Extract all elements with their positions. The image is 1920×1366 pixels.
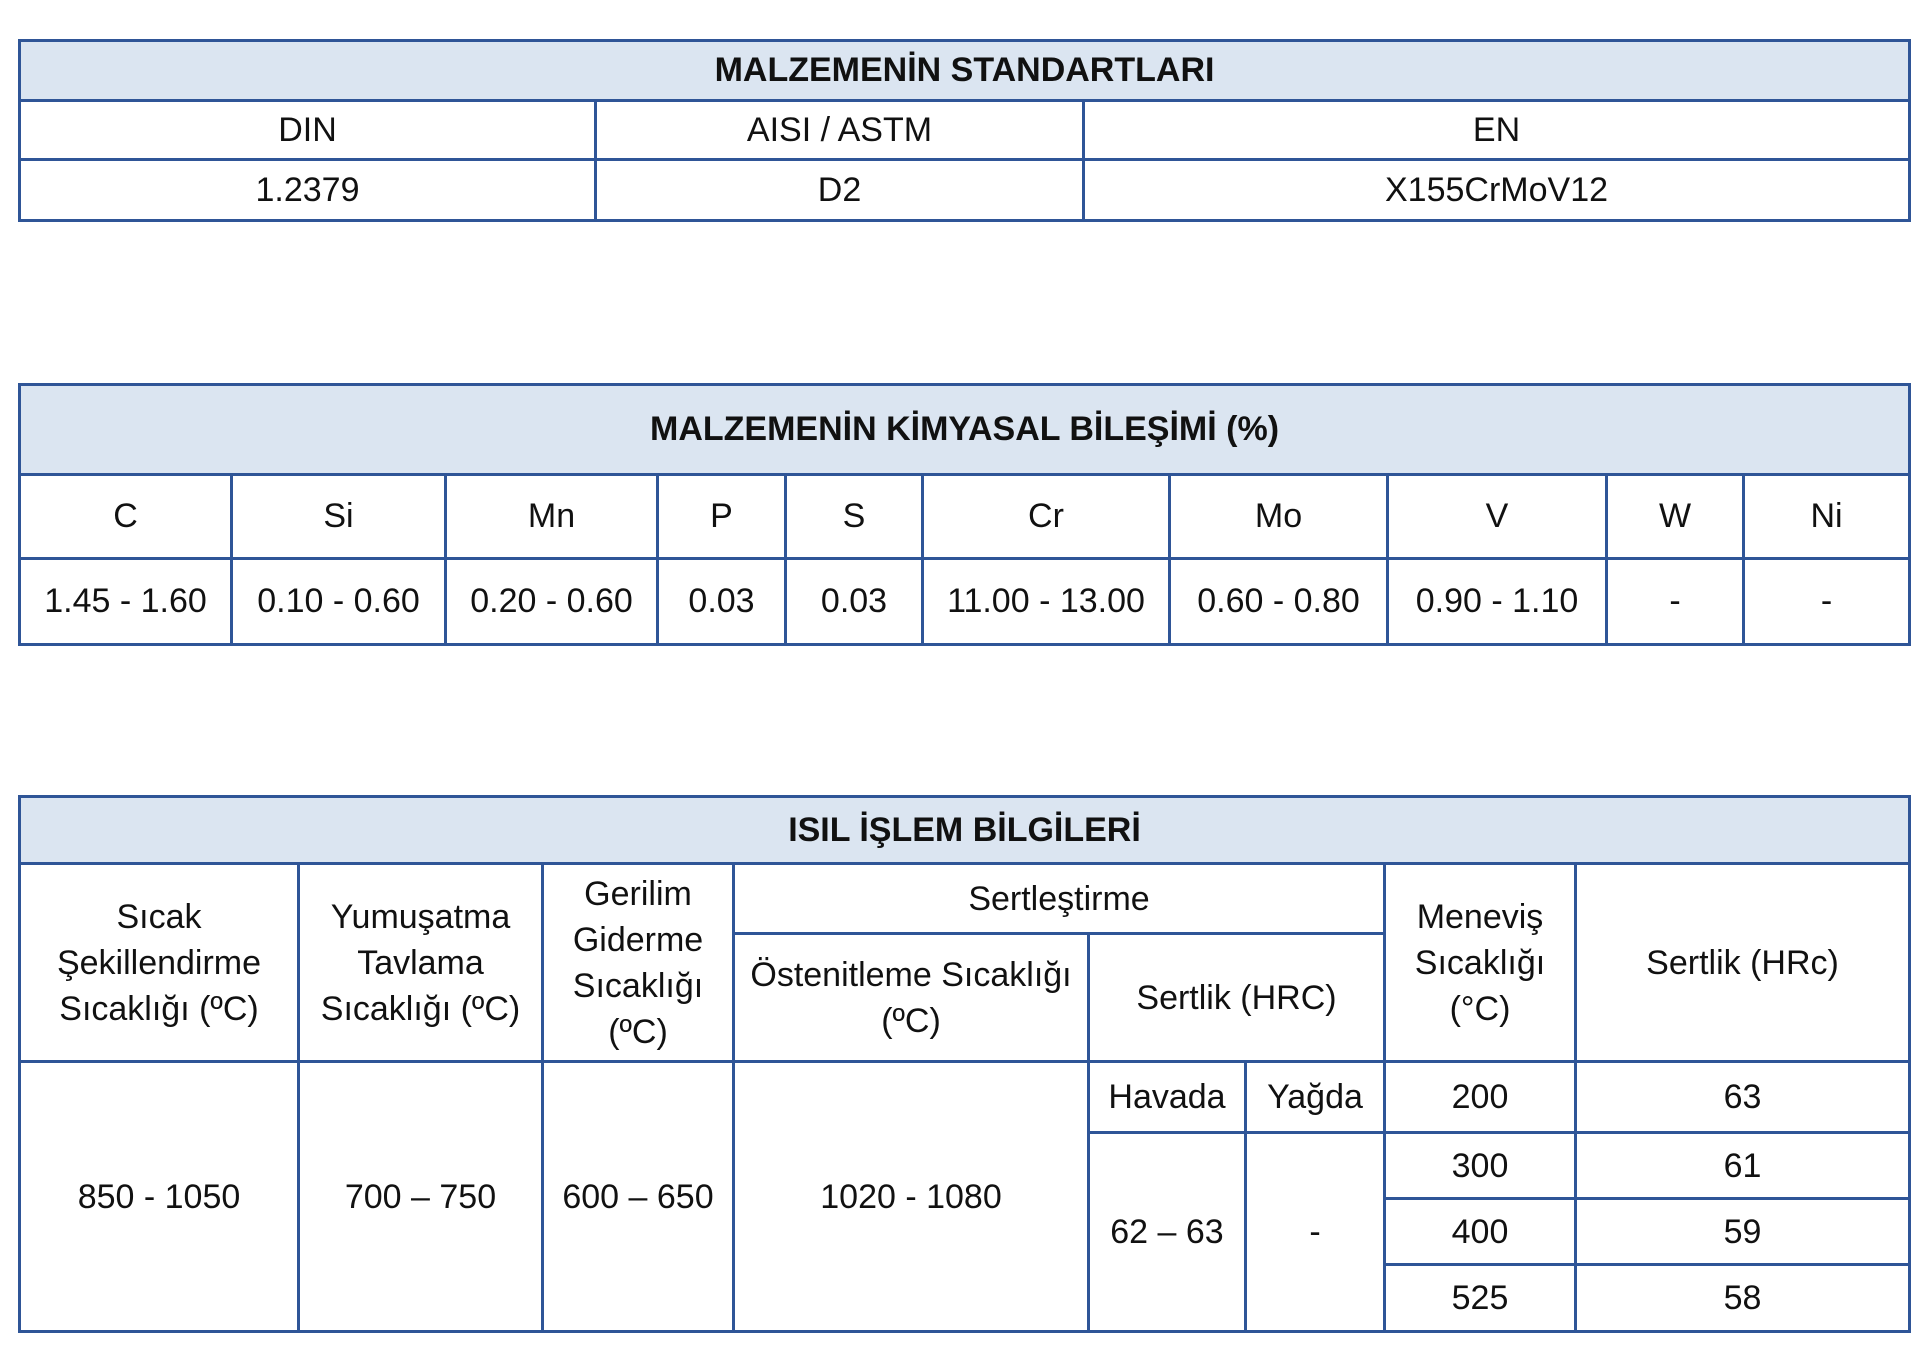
standards-value-aisi: D2 (596, 160, 1084, 221)
in-oil-header: Yağda (1246, 1062, 1385, 1133)
hot-forming-value: 850 - 1050 (20, 1062, 299, 1332)
value-mo: 0.60 - 0.80 (1170, 559, 1388, 645)
element-c: C (20, 475, 232, 559)
standards-table (18, 39, 1911, 222)
tempering-hardness-row: 59 (1576, 1199, 1910, 1265)
element-ni: Ni (1744, 475, 1910, 559)
stress-relief-header: Gerilim Giderme Sıcaklığı (ºC) (543, 864, 734, 1062)
soft-annealing-value: 700 – 750 (299, 1062, 543, 1332)
value-p: 0.03 (658, 559, 786, 645)
austenitizing-header: Östenitleme Sıcaklığı (ºC) (734, 934, 1089, 1062)
tempering-temp-row: 525 (1385, 1265, 1576, 1332)
element-p: P (658, 475, 786, 559)
hardness-result-header: Sertlik (HRc) (1576, 864, 1910, 1062)
hot-forming-header: Sıcak Şekillendirme Sıcaklığı (ºC) (20, 864, 299, 1062)
tempering-temp-row: 300 (1385, 1133, 1576, 1199)
value-v: 0.90 - 1.10 (1388, 559, 1607, 645)
standards-header-aisi: AISI / ASTM (596, 101, 1084, 160)
tempering-hardness-row: 63 (1576, 1062, 1910, 1133)
heat-treatment-title: ISIL İŞLEM BİLGİLERİ (20, 797, 1910, 864)
value-c: 1.45 - 1.60 (20, 559, 232, 645)
tempering-hardness-row: 58 (1576, 1265, 1910, 1332)
standards-title: MALZEMENİN STANDARTLARI (20, 41, 1910, 101)
in-air-header: Havada (1089, 1062, 1246, 1133)
tempering-hardness-row: 61 (1576, 1133, 1910, 1199)
standards-header-en: EN (1084, 101, 1910, 160)
heat-treatment-table (18, 795, 1911, 1333)
hardness-oil-value: - (1246, 1133, 1385, 1332)
composition-title: MALZEMENİN KİMYASAL BİLEŞİMİ (%) (20, 385, 1910, 475)
value-mn: 0.20 - 0.60 (446, 559, 658, 645)
element-w: W (1607, 475, 1744, 559)
tempering-temp-row: 400 (1385, 1199, 1576, 1265)
element-mn: Mn (446, 475, 658, 559)
element-cr: Cr (923, 475, 1170, 559)
element-v: V (1388, 475, 1607, 559)
element-s: S (786, 475, 923, 559)
hardening-header: Sertleştirme (734, 864, 1385, 934)
tempering-temp-row: 200 (1385, 1062, 1576, 1133)
stress-relief-value: 600 – 650 (543, 1062, 734, 1332)
hardness-air-value: 62 – 63 (1089, 1133, 1246, 1332)
value-s: 0.03 (786, 559, 923, 645)
hardness-hrc-header: Sertlik (HRC) (1089, 934, 1385, 1062)
element-mo: Mo (1170, 475, 1388, 559)
value-ni: - (1744, 559, 1910, 645)
standards-header-din: DIN (20, 101, 596, 160)
value-w: - (1607, 559, 1744, 645)
austenitizing-value: 1020 - 1080 (734, 1062, 1089, 1332)
soft-annealing-header: Yumuşatma Tavlama Sıcaklığı (ºC) (299, 864, 543, 1062)
composition-table (18, 383, 1911, 646)
value-cr: 11.00 - 13.00 (923, 559, 1170, 645)
value-si: 0.10 - 0.60 (232, 559, 446, 645)
standards-value-en: X155CrMoV12 (1084, 160, 1910, 221)
element-si: Si (232, 475, 446, 559)
tempering-header: Meneviş Sıcaklığı (°C) (1385, 864, 1576, 1062)
standards-value-din: 1.2379 (20, 160, 596, 221)
